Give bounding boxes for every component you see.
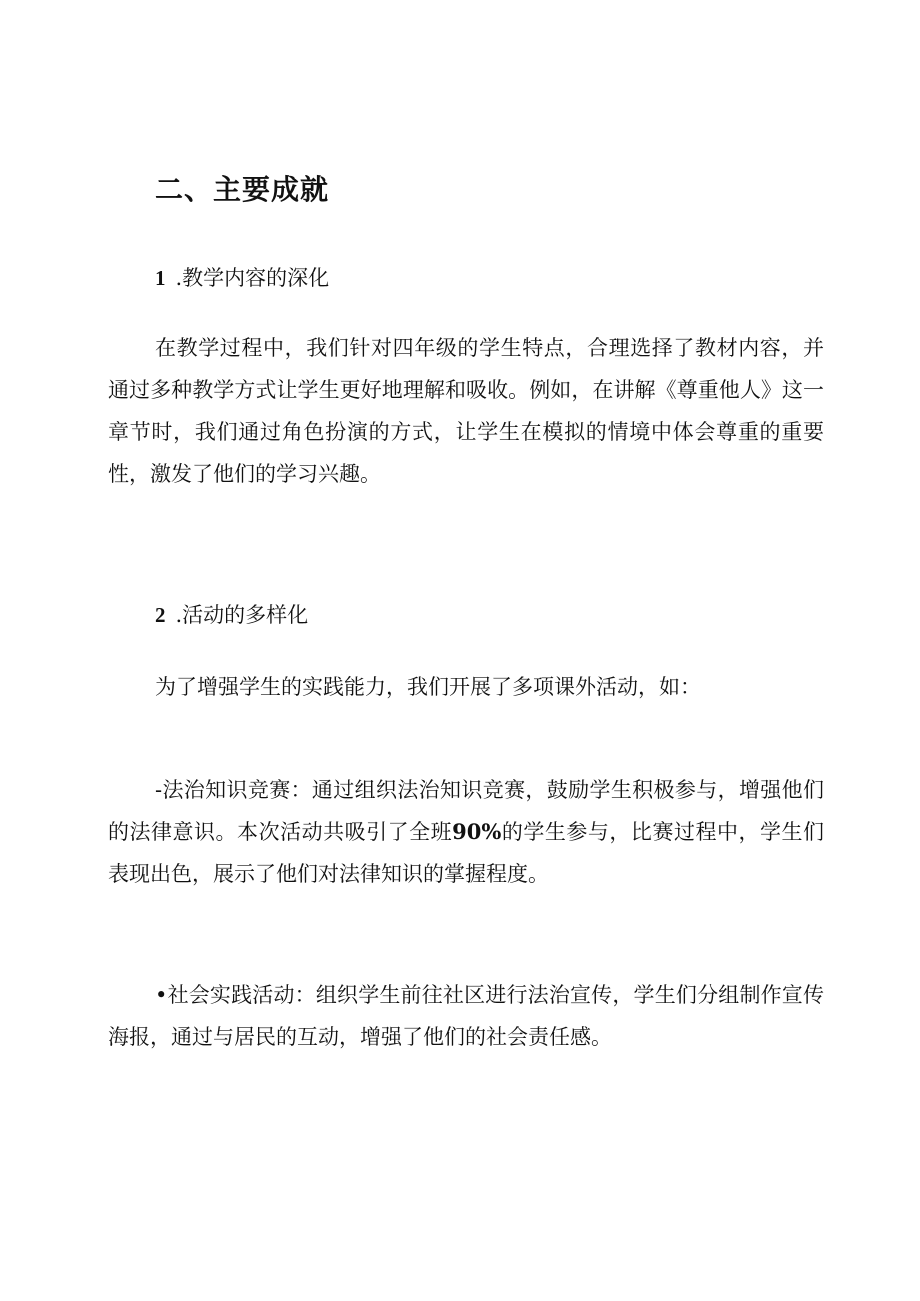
subheading-number: 1 [155,266,166,290]
list-item-social-practice: •社会实践活动：组织学生前往社区进行法治宣传，学生们分组制作宣传海报，通过与居民的互动，增强了他们的社会责任感。 [108,983,824,1049]
section-heading: 二、主要成就 [155,173,330,206]
subheading-teaching-content [155,262,329,292]
subheading-title: .活动的多样化 [175,603,309,627]
subheading-title: .教学内容的深化 [175,266,330,290]
paragraph-teaching-content: 在教学过程中，我们针对四年级的学生特点，合理选择了教材内容，并通过多种教学方式让学生更好地理解和吸收。例如，在讲解《尊重他人》这一章节时，我们通过角色扮演的方式，让学生在模拟的情境中体会尊重的重要性，激发了他们的学习兴趣。 [108,336,824,486]
participation-figure: 90% [452,819,502,844]
paragraph-activities-intro: 为了增强学生的实践能力，我们开展了多项课外活动，如： [155,675,701,699]
list-item-law-quiz [108,769,824,895]
subheading-number: 2 [155,603,166,627]
list-item-text: 的学生参与，比赛过程中，学生们表现出色，展示了他们对法律知识的掌握程度。 [108,820,825,886]
subheading-activities [155,599,308,629]
list-item-text: -法治知识竞赛：通过组织法治知识竞赛，鼓励学生积极参与，增强他们的法律意识。本次活动共吸引了全班 [108,778,824,844]
